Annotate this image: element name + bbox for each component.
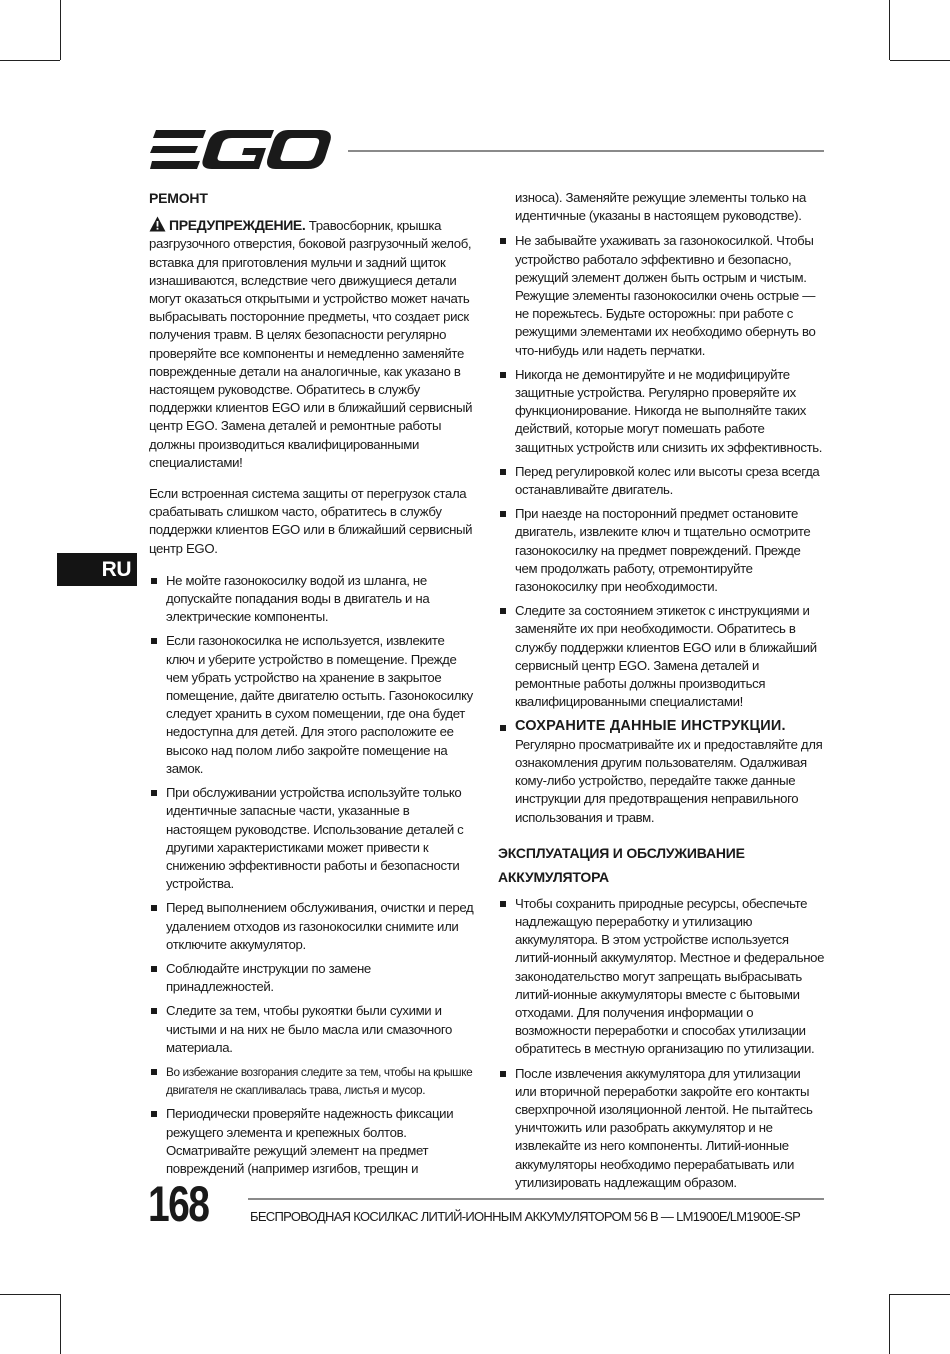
save-instructions-text: Регулярно просматривайте их и предоставляйте для ознакомления другим пользователям. Одалживая кому-либо устройство, передайте также данные инструкции для предотвращения неправильного использования и травм.: [515, 736, 823, 825]
bullet-square-icon: [500, 1071, 506, 1077]
list-item: [149, 632, 475, 778]
crop-mark: [889, 0, 890, 60]
list-item: [498, 232, 825, 359]
warning-triangle-icon: [149, 216, 166, 232]
crop-mark: [0, 1294, 60, 1295]
list-item-text: Перед регулировкой колес или высоты среза всегда останавливайте двигатель.: [515, 463, 820, 498]
warning-label: ПРЕДУПРЕЖДЕНИЕ.: [169, 217, 306, 234]
list-item-text: При наезде на посторонний предмет остановите двигатель, извлеките ключ и тщательно осмотрите газонокосилку на предмет повреждений. Прежде чем продолжать работу, отремонтируйте газонокосилку при необходимости.: [515, 506, 811, 595]
language-tab: RU: [57, 553, 137, 586]
left-column: [149, 189, 475, 1184]
bullet-square-icon: [151, 966, 157, 972]
bullet-square-icon: [500, 469, 506, 475]
list-item: [149, 572, 475, 627]
list-item-text: После извлечения аккумулятора для утилизации или вторичной переработки закройте его контакты сверхпрочной изоляционной лентой. Не пытайтесь уничтожить или разобрать аккумулятор и не извлекайте из него компоненты. Литий-ионные аккумуляторы необходимо перерабатывать или утилизировать надлежащим образом.: [515, 1065, 813, 1190]
bullet-square-icon: [500, 511, 506, 517]
list-item: [149, 1063, 475, 1099]
bullet-square-icon: [500, 372, 506, 378]
list-item-text: Никогда не демонтируйте и не модифицируйте защитные устройства. Регулярно проверяйте их функционирование. Никогда не выполняйте таких действий, которые могут помешать работе защитных устройств или снизить их эффективность.: [515, 366, 823, 455]
bullet-square-icon: [151, 1111, 157, 1117]
list-item: [149, 1105, 475, 1178]
list-item: [498, 895, 825, 1059]
list-item: [149, 1002, 475, 1057]
warning-text: Травосборник, крышка разгрузочного отверстия, боковой разгрузочный желоб, вставка для приготовления мульчи и задний щиток изнашиваются, вследствие чего движущиеся детали могут оказаться открытыми и устройство может начать выбрасывать посторонние предметы, что создает риск получения травм. В целях безопасности регулярно проверяйте все компоненты и немедленно заменяйте поврежденные детали на аналогичные, как указано в настоящем руководстве. Обратитесь в службу поддержки клиентов EGO или в ближайший сервисный центр EGO. Замена деталей и ремонтные работы должны производиться квалифицированными специалистами!: [149, 218, 473, 470]
list-item-text: Следите за тем, чтобы рукоятки были сухими и чистыми и на них не было масла или смазочного материала.: [166, 1003, 452, 1055]
list-item-text: Перед выполнением обслуживания, очистки и перед удалением отходов из газонокосилки снимите или отключите аккумулятор.: [166, 900, 474, 952]
bullet-square-icon: [151, 1069, 157, 1075]
list-item: [498, 1065, 825, 1192]
bullet-square-icon: [500, 901, 506, 907]
list-item-text: Если газонокосилка не используется, извлеките ключ и уберите устройство в помещение. Прежде чем убрать устройство на хранение в закрытое помещение, дайте двигателю остыть. Газонокосилку следует хранить в сухом помещении, где она будет недоступна для детей. Для этого расположите ее высоко над полом либо закройте помещение на замок.: [166, 633, 473, 776]
list-item: [498, 602, 825, 711]
crop-mark: [890, 60, 950, 61]
crop-mark: [60, 0, 61, 60]
list-item: [149, 899, 475, 954]
list-item-text: Не забывайте ухаживать за газонокосилкой. Чтобы устройство работало эффективно и безопасно, режущий элемент должен быть острым и чистым. Режущие элементы газонокосилки очень острые — не порежьтесь. Будьте осторожны: при работе с режущими элементами их необходимо обернуть во что-нибудь или надеть перчатки.: [515, 233, 816, 358]
list-item: [498, 505, 825, 596]
list-item: [498, 366, 825, 457]
bullet-square-icon: [500, 725, 506, 731]
bullet-square-icon: [151, 578, 157, 584]
list-item-save-instructions: [498, 717, 825, 826]
crop-mark: [890, 1294, 950, 1295]
list-item: [149, 960, 475, 996]
ego-logo: [150, 128, 332, 172]
section-title-repair: РЕМОНТ: [149, 190, 208, 206]
list-item: [498, 463, 825, 499]
section-title-battery: ЭКСПЛУАТАЦИЯ И ОБСЛУЖИВАНИЕ АККУМУЛЯТОРА: [498, 844, 745, 885]
bullet-square-icon: [151, 638, 157, 644]
continuation-text: износа). Заменяйте режущие элементы только на идентичные (указаны в настоящем руководстве).: [515, 190, 806, 224]
list-item-text: Следите за состоянием этикеток с инструкциями и заменяйте их при необходимости. Обратитесь в службу поддержки клиентов EGO или в ближайший сервисный центр EGO. Замена деталей и ремонтные работы должны производиться квалифицированными специалистами!: [515, 603, 817, 710]
list-item-text: Соблюдайте инструкции по замене принадлежностей.: [166, 960, 371, 995]
list-item-text: Периодически проверяйте надежность фиксации режущего элемента и крепежных болтов. Осматривайте режущий элемент на предмет повреждений (например изгибов, трещин и: [166, 1106, 454, 1176]
left-bullet-list: [149, 572, 475, 1178]
bullet-square-icon: [151, 905, 157, 911]
page-number: 168: [148, 1176, 209, 1232]
warning-block: [149, 216, 475, 472]
list-item-text: При обслуживании устройства используйте только идентичные запасные части, указанные в настоящем руководстве. Использование деталей с другими характеристиками может привести к снижению эффективности работы и безопасности устройства.: [166, 785, 464, 892]
header-rule: [348, 150, 824, 152]
list-item-text: Во избежание возгорания следите за тем, чтобы на крышке двигателя не скапливалась трава, листья и мусор.: [166, 1064, 473, 1098]
right-column: [498, 189, 825, 1198]
bullet-square-icon: [500, 608, 506, 614]
list-item-text: Чтобы сохранить природные ресурсы, обеспечьте надлежащую переработку и утилизацию аккумулятора. В этом устройстве используется литий-ионный аккумулятор. Местное и федеральное законодательство могут запрещать выбрасывать литий-ионные аккумуляторы вместе с бытовыми отходами. Для получения информации о возможности переработки и способах утилизации обратитесь в местную организацию по утилизации.: [515, 895, 825, 1057]
bullet-square-icon: [151, 790, 157, 796]
battery-bullet-list: [498, 895, 825, 1192]
footer-rule: [248, 1198, 824, 1200]
list-item: [149, 784, 475, 893]
right-bullet-list: [498, 232, 825, 826]
crop-mark: [0, 60, 60, 61]
bullet-square-icon: [500, 238, 506, 244]
footer-title: БЕСПРОВОДНАЯ КОСИЛКАС ЛИТИЙ-ИОННЫМ АККУМУЛЯТОРОМ 56 В — LM1900E/LM1900E-SP: [250, 1209, 801, 1224]
save-instructions-title: СОХРАНИТЕ ДАННЫЕ ИНСТРУКЦИИ.: [515, 718, 786, 735]
list-item-text: Не мойте газонокосилку водой из шланга, не допускайте попадания воды в двигатель и на электрические компоненты.: [166, 572, 430, 625]
crop-mark: [60, 1294, 61, 1354]
crop-mark: [889, 1294, 890, 1354]
bullet-square-icon: [151, 1008, 157, 1014]
overload-paragraph: Если встроенная система защиты от перегрузок стала срабатывать слишком часто, обратитесь в службу поддержки клиентов EGO или в ближайший сервисный центр EGO.: [149, 486, 473, 556]
